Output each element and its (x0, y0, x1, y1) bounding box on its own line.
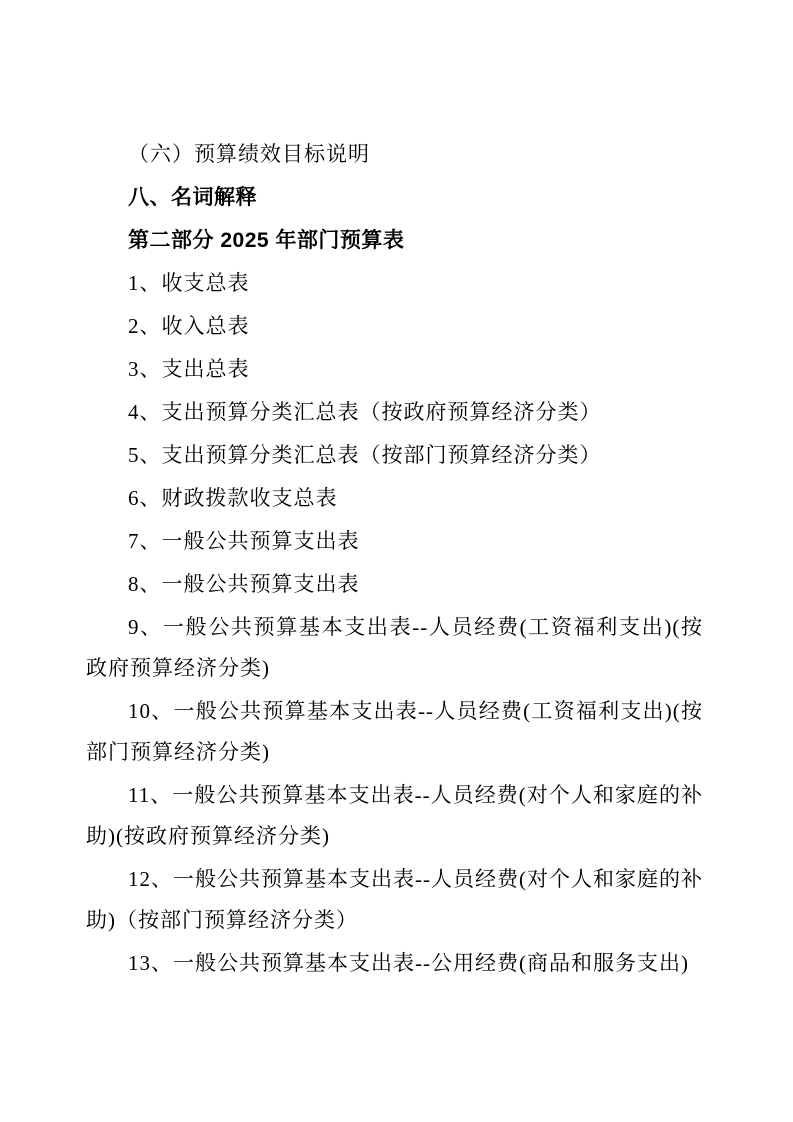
heading-part2-budget-tables: 第二部分 2025 年部门预算表 (128, 229, 405, 252)
toc-item-3-expenditure-summary: 3、支出总表 (128, 357, 250, 381)
toc-item-2-revenue-summary: 2、收入总表 (128, 314, 250, 338)
toc-line-performance-goals: （六）预算绩效目标说明 (128, 142, 370, 166)
heading-noun-explanation: 八、名词解释 (128, 186, 257, 209)
toc-item-5-expenditure-classification-dept: 5、支出预算分类汇总表（按部门预算经济分类） (128, 443, 602, 467)
toc-item-1-revenue-expenditure-summary: 1、收支总表 (128, 271, 250, 295)
toc-item-11-basic-expenditure-personnel-subsidy-gov: 11、一般公共预算基本支出表--人员经费(对个人和家庭的补助)(按政府预算经济分类) (86, 783, 703, 848)
toc-item-13-basic-expenditure-public-goods-services: 13、一般公共预算基本支出表--公用经费(商品和服务支出) (128, 951, 689, 975)
toc-item-4-expenditure-classification-gov: 4、支出预算分类汇总表（按政府预算经济分类） (128, 400, 602, 424)
toc-item-9-basic-expenditure-personnel-wages-gov: 9、一般公共预算基本支出表--人员经费(工资福利支出)(按政府预算经济分类) (86, 615, 703, 680)
toc-item-7-general-public-budget-expenditure: 7、一般公共预算支出表 (128, 529, 360, 553)
toc-item-6-fiscal-appropriation-summary: 6、财政拨款收支总表 (128, 486, 338, 510)
toc-item-12-basic-expenditure-personnel-subsidy-dept: 12、一般公共预算基本支出表--人员经费(对个人和家庭的补助)（按部门预算经济分类） (86, 867, 703, 932)
toc-item-8-general-public-budget-expenditure: 8、一般公共预算支出表 (128, 572, 360, 596)
toc-item-10-basic-expenditure-personnel-wages-dept: 10、一般公共预算基本支出表--人员经费(工资福利支出)(按部门预算经济分类) (86, 699, 703, 764)
